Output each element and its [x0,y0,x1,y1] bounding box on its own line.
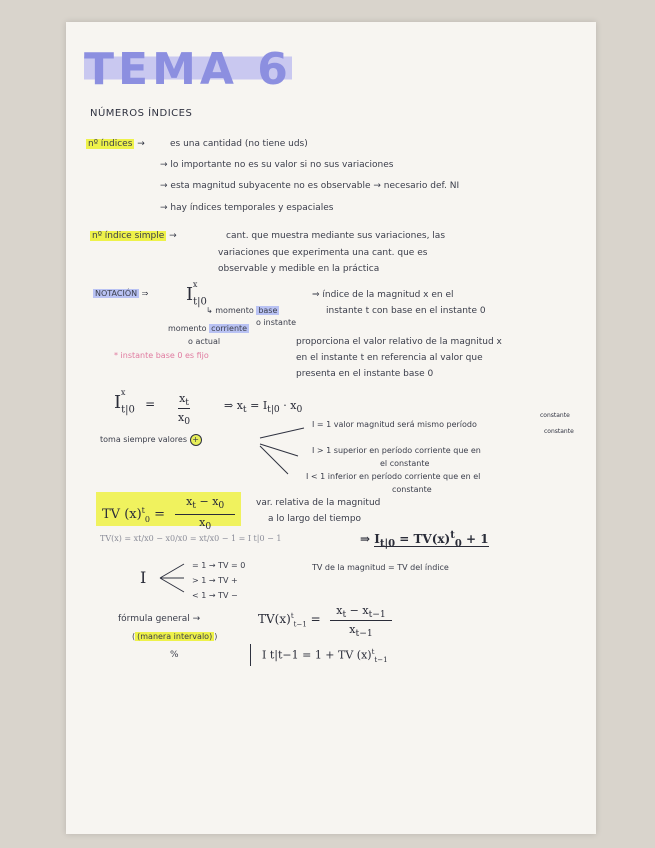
tv-chain: TV(x) = xt/x0 − x0/x0 = xt/x0 − 1 = I t|0 − 1 [100,534,282,543]
general-label: fórmula general → [118,614,201,624]
valor-igual-const: constante [540,412,570,419]
notacion-label: NOTACIÓN ⇒ [95,289,149,298]
momento-base: ↳ momento base [206,306,278,315]
indices-bullet-4: → hay índices temporales y espaciales [160,203,334,213]
actual-label: o actual [188,337,221,346]
tv-desc-2: a lo largo del tiempo [268,514,362,524]
simple-text-1: cant. que muestra mediante sus variaciones, las [226,231,446,241]
xt-derivation: ⇒ $x_t = I_{t|0} \cdot x_0$ [224,399,303,416]
indices-bullet-2: → lo importante no es su valor si no sus variaciones [160,160,394,170]
branch-arrows [258,418,308,480]
general-last: I t|t−1 = 1 + TV $(x)^t_{t-1}$ [262,648,388,664]
case-less: < 1 → TV − [192,591,238,600]
case-equal: = 1 → TV = 0 [192,561,246,570]
indices-bullet-1: es una cantidad (no tiene uds) [170,139,308,149]
page-subtitle: NÚMEROS ÍNDICES [90,108,193,119]
prop-line-3: presenta en el instante base 0 [296,369,434,379]
notacion-desc-1: ⇒ índice de la magnitud x en el [312,290,454,300]
simple-label: nº índice simple → [92,231,177,241]
tv-desc-1: var. relativa de la magnitud [256,498,381,508]
general-formula: $TV(x)^t_{t-1}$ = [258,612,321,629]
general-note: ( (manera intervalo) ) [132,632,218,641]
valor-mayor: I > 1 superior en período corriente que en [312,446,481,455]
indices-label: nº índices → [88,139,145,149]
valor-igual-const-2: constante [544,428,574,435]
valor-menor-2: constante [392,485,432,494]
page-title: TEMA 6 [84,44,292,95]
instante-label: o instante [256,318,297,327]
prop-line-2: en el instante t en referencia al valor que [296,353,483,363]
indices-bullet-3: → esta magnitud subyacente no es observable → necesario def. NI [160,181,460,191]
valor-mayor-2: el constante [380,459,430,468]
valor-igual: I = 1 valor magnitud será mismo período [312,420,477,429]
fraction-xt-x0: $x_t$ $x_0$ [178,392,191,428]
percent-mark: % [170,650,179,660]
case-greater: > 1 → TV + [192,576,238,585]
tv-result: ⇒ $I_{t|0} = TV(x)^t_0 + 1$ [360,530,489,550]
index-notation: $I_{t|0}^x$ [186,280,207,308]
valores-label: toma siempre valores + [100,434,202,446]
tv-note: TV de la magnitud = TV del índice [312,563,449,572]
tv-formula-box: TV $(x)^t_0 = x_t - x_0$ $x_0$ [96,492,241,526]
simple-text-3: observable y medible en la práctica [218,264,380,274]
valor-menor: I < 1 inferior en período corriente que en el [306,472,481,481]
case-arrows [158,560,188,596]
divider-line [250,644,251,666]
simple-text-2: variaciones que experimenta una cant. que es [218,248,428,258]
i-symbol: I [140,568,147,587]
momento-corriente: momento corriente [168,324,248,333]
general-fraction: $x_t - x_{t-1}$ $x_{t-1}$ [330,604,392,639]
prop-line-1: proporciona el valor relativo de la magnitud x [296,337,502,347]
notacion-desc-2: instante t con base en el instante 0 [326,306,486,316]
index-formula: $I_{t|0}^x$ = [114,388,156,416]
fijo-note: * instante base 0 es fijo [114,351,209,360]
